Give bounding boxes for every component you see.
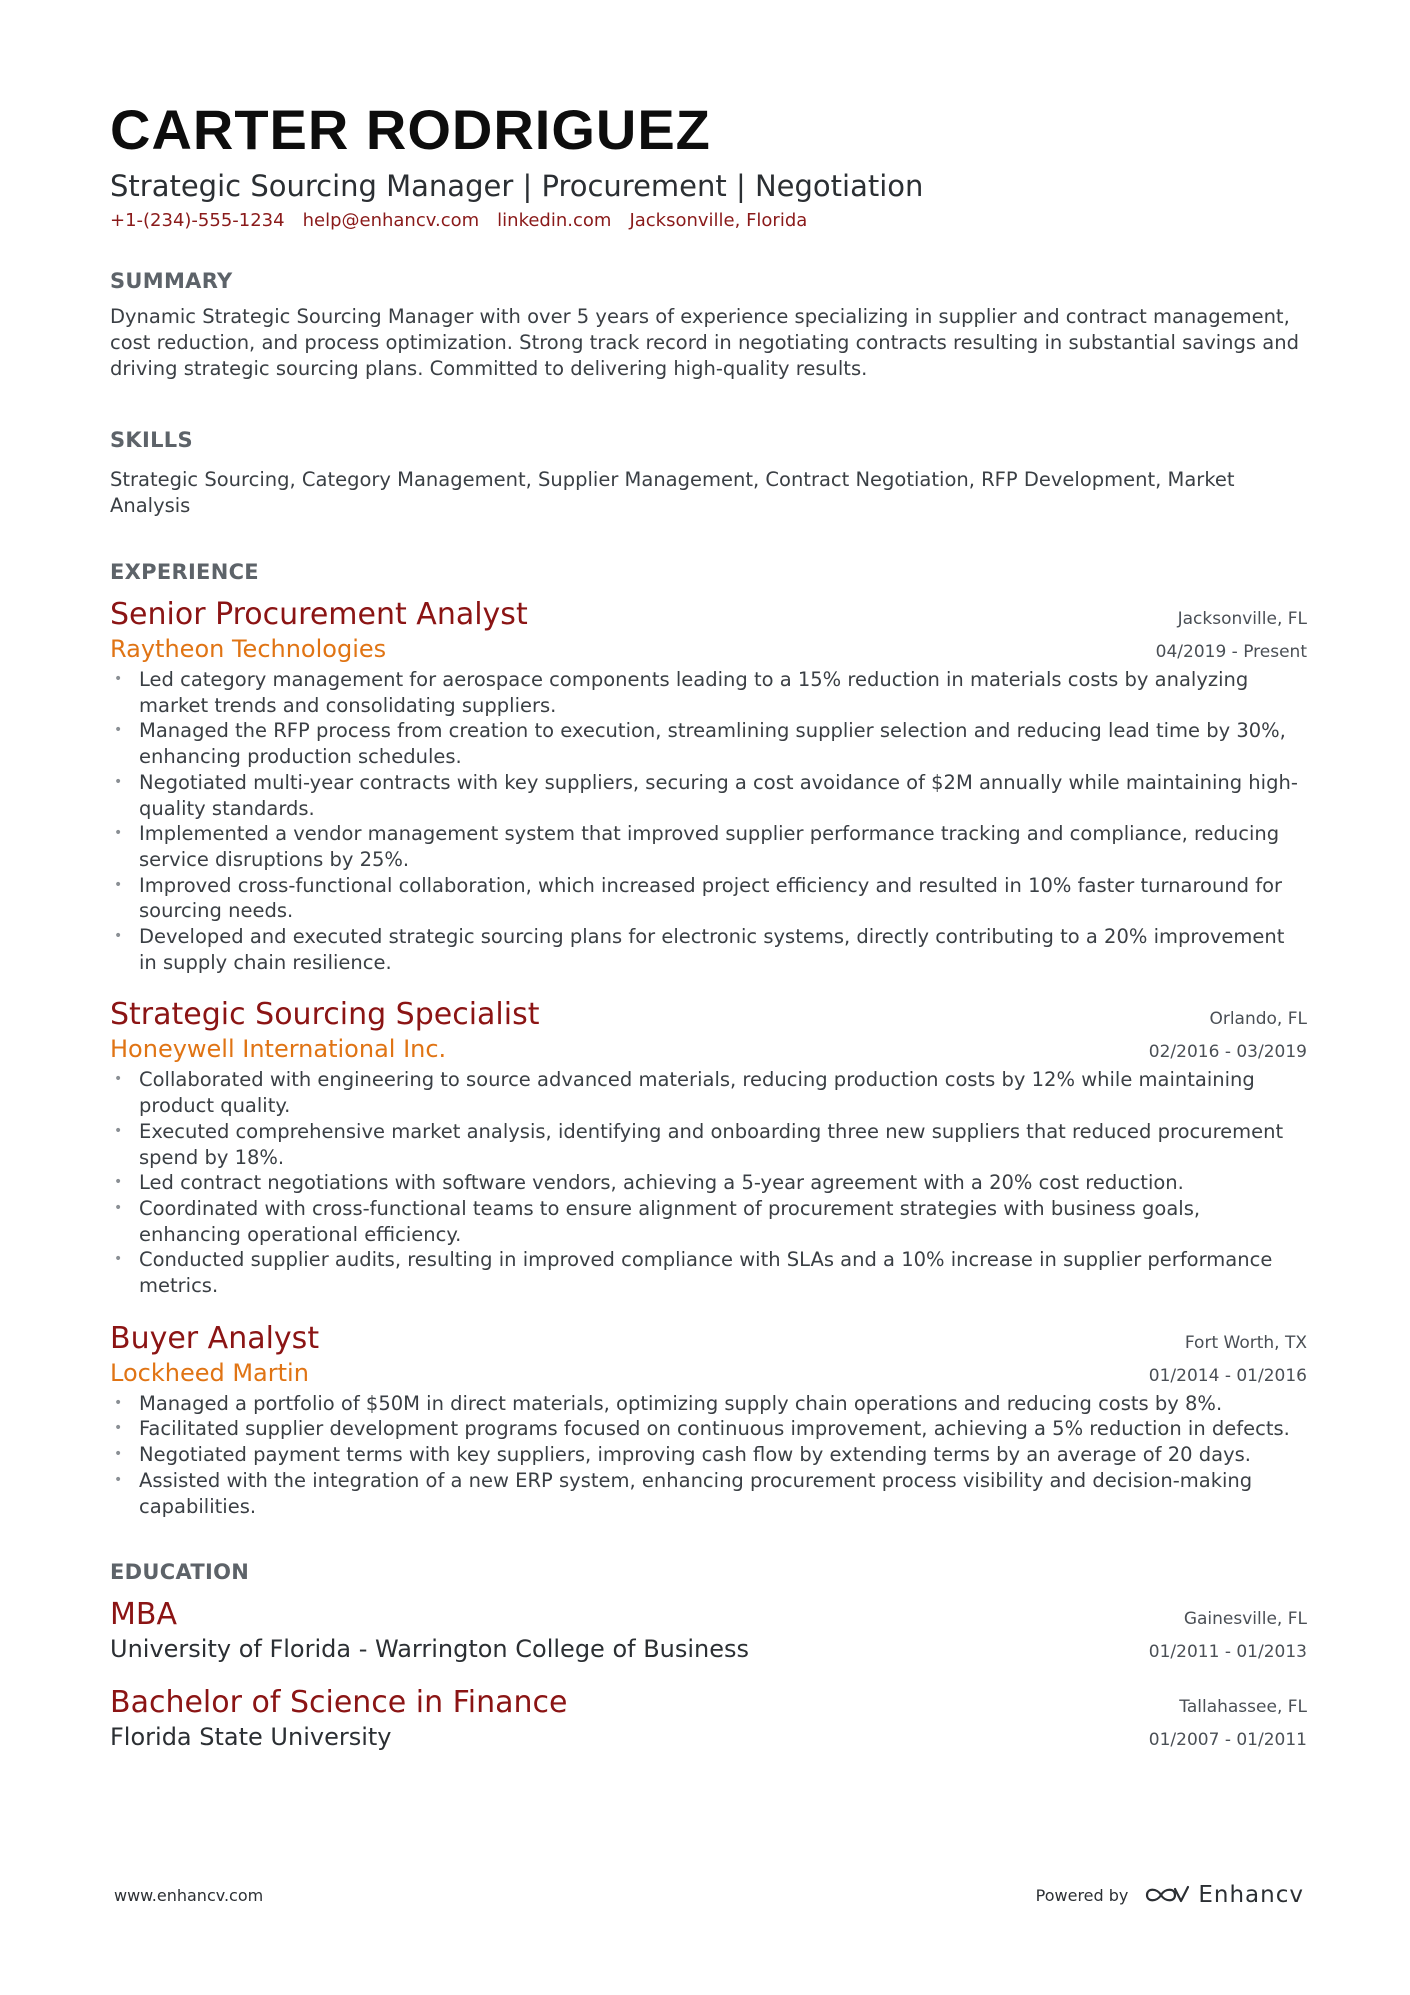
bullet-text: Developed and executed strategic sourcing plans for electronic systems, directly contributing to a 20% improvement in supply chain resilience. [139,925,1285,974]
bullet-icon: • [114,1174,123,1191]
company-name: Raytheon Technologies [110,635,387,663]
education-entry [110,1597,1307,1665]
bullet-text: Collaborated with engineering to source advanced materials, reducing production costs by 12% while maintaining product quality. [139,1068,1255,1118]
summary-title: SUMMARY [110,269,233,293]
bullet-icon: • [114,671,123,687]
bullet-icon: • [114,722,123,739]
bullet-icon: • [114,1471,123,1488]
education-section [110,1559,1307,1753]
bullet-item [110,1170,1307,1196]
education-dates: 01/2011 - 01/2013 [1148,1642,1307,1663]
bullet-icon: • [114,1199,123,1216]
school-name: University of Florida - Warrington College of Business [110,1635,750,1664]
job-location: Fort Worth, TX [1184,1332,1307,1353]
candidate-name: CARTER RODRIGUEZ [110,98,711,161]
bullet-item [110,873,1307,924]
bullet-text: Assisted with the integration of a new ERP system, enhancing procurement process visibility and decision-making capabilities. [139,1468,1253,1518]
experience-entry [110,597,1307,975]
job-title: Senior Procurement Analyst [110,597,528,632]
bullet-icon: • [114,876,123,893]
bullet-item [110,718,1307,769]
bullet-item [110,924,1307,975]
bullet-icon: • [114,1251,123,1268]
contact-phone[interactable]: +1-(234)-555-1234 [110,210,285,231]
job-bullets [110,667,1307,975]
bullet-text: Managed a portfolio of $50M in direct materials, optimizing supply chain operations and reducing costs by 8%. [139,1391,1223,1415]
degree-title: MBA [110,1597,177,1633]
contact-linkedin[interactable]: linkedin.com [497,210,612,231]
bullet-icon: • [114,825,123,842]
enhancv-logo-icon [1144,1883,1190,1907]
education-dates: 01/2007 - 01/2011 [1148,1730,1307,1751]
bullet-text: Coordinated with cross-functional teams to ensure alignment of procurement strategies with business goals, enhancing operational efficiency. [139,1196,1201,1246]
bullet-icon: • [114,1446,123,1463]
brand-name: Enhancv [1198,1882,1304,1908]
bullet-icon: • [114,1071,123,1088]
bullet-item [110,1468,1307,1519]
job-location: Orlando, FL [1209,1009,1307,1030]
bullet-item [110,821,1307,872]
bullet-text: Led contract negotiations with software vendors, achieving a 5-year agreement with a 20% cost reduction. [139,1171,1184,1195]
job-location: Jacksonville, FL [1177,609,1307,629]
bullet-text: Led category management for aerospace components leading to a 15% reduction in materials costs by analyzing market trends and consolidating suppliers. [139,668,1249,717]
bullet-item [110,667,1307,718]
school-name: Florida State University [110,1723,392,1752]
job-dates: 01/2014 - 01/2016 [1148,1365,1307,1386]
contact-email[interactable]: help@enhancv.com [302,210,480,231]
bullet-text: Negotiated payment terms with key suppliers, improving cash flow by extending terms by an average of 20 days. [139,1443,1251,1467]
education-location: Tallahassee, FL [1179,1697,1307,1718]
bullet-item [110,1247,1307,1298]
resume-page [110,98,1307,1753]
contact-info [110,209,1307,233]
bullet-icon: • [114,773,123,790]
bullet-text: Negotiated multi-year contracts with key suppliers, securing a cost avoidance of $2M annually while maintaining high-quality standards. [139,770,1298,820]
education-entry [110,1685,1307,1753]
page-footer [114,1882,1304,1908]
bullet-item [110,1416,1307,1442]
brand-logo[interactable] [1144,1882,1304,1908]
bullet-text: Implemented a vendor management system that improved supplier performance tracking and compliance, reducing service disruptions by 25%. [139,822,1280,871]
bullet-text: Conducted supplier audits, resulting in improved compliance with SLAs and a 10% increase in supplier performance metrics. [139,1248,1273,1298]
candidate-headline: Strategic Sourcing Manager | Procurement | Negotiation [110,169,924,203]
powered-by-label: Powered by [1035,1885,1129,1905]
education-location: Gainesville, FL [1183,1609,1307,1630]
job-bullets [110,1391,1307,1520]
footer-url[interactable]: www.enhancv.com [114,1885,264,1905]
bullet-icon: • [114,1122,123,1139]
powered-by [1036,1882,1304,1908]
summary-text: Dynamic Strategic Sourcing Manager with over 5 years of experience specializing in supplier and contract management, cost reduction, and process optimization. Strong track record in negotiating contracts resulting in substantial savings and driving strategic sourcing plans. Committed to delivering high-quality results. [110,305,1299,380]
bullet-item [110,770,1307,821]
bullet-text: Improved cross-functional collaboration, which increased project efficiency and resulted in 10% faster turnaround for sourcing needs. [139,873,1283,923]
experience-title: EXPERIENCE [110,560,259,584]
job-dates: 02/2016 - 03/2019 [1148,1042,1307,1063]
skills-title: SKILLS [110,428,193,452]
job-bullets [110,1067,1307,1298]
bullet-text: Facilitated supplier development programs focused on continuous improvement, achieving a 5% reduction in defects. [139,1417,1290,1441]
bullet-text: Executed comprehensive market analysis, identifying and onboarding three new suppliers that reduced procurement spend by 18%. [139,1119,1284,1169]
summary-section [110,268,1307,382]
bullet-icon: • [114,1420,123,1437]
resume-header [110,98,1307,233]
skills-text: Strategic Sourcing, Category Management, Supplier Management, Contract Negotiation, RFP Development, Market Analysis [110,468,1235,517]
experience-section [110,559,1307,1519]
bullet-item [110,1391,1307,1417]
company-name: Lockheed Martin [110,1358,309,1387]
bullet-item [110,1196,1307,1247]
degree-title: Bachelor of Science in Finance [110,1685,568,1721]
contact-location: Jacksonville, Florida [629,210,808,231]
education-title: EDUCATION [110,1560,250,1585]
bullet-icon: • [114,1394,123,1411]
bullet-text: Managed the RFP process from creation to execution, streamlining supplier selection and reducing lead time by 30%, enhancing production schedules. [139,719,1286,769]
experience-entry [110,1321,1307,1520]
job-dates: 04/2019 - Present [1155,642,1307,662]
bullet-item [110,1442,1307,1468]
experience-entry [110,997,1307,1298]
bullet-icon: • [114,928,123,945]
skills-section [110,427,1307,519]
company-name: Honeywell International Inc. [110,1035,447,1064]
bullet-item [110,1067,1307,1118]
job-title: Strategic Sourcing Specialist [110,997,540,1033]
job-title: Buyer Analyst [110,1320,320,1356]
bullet-item [110,1119,1307,1170]
